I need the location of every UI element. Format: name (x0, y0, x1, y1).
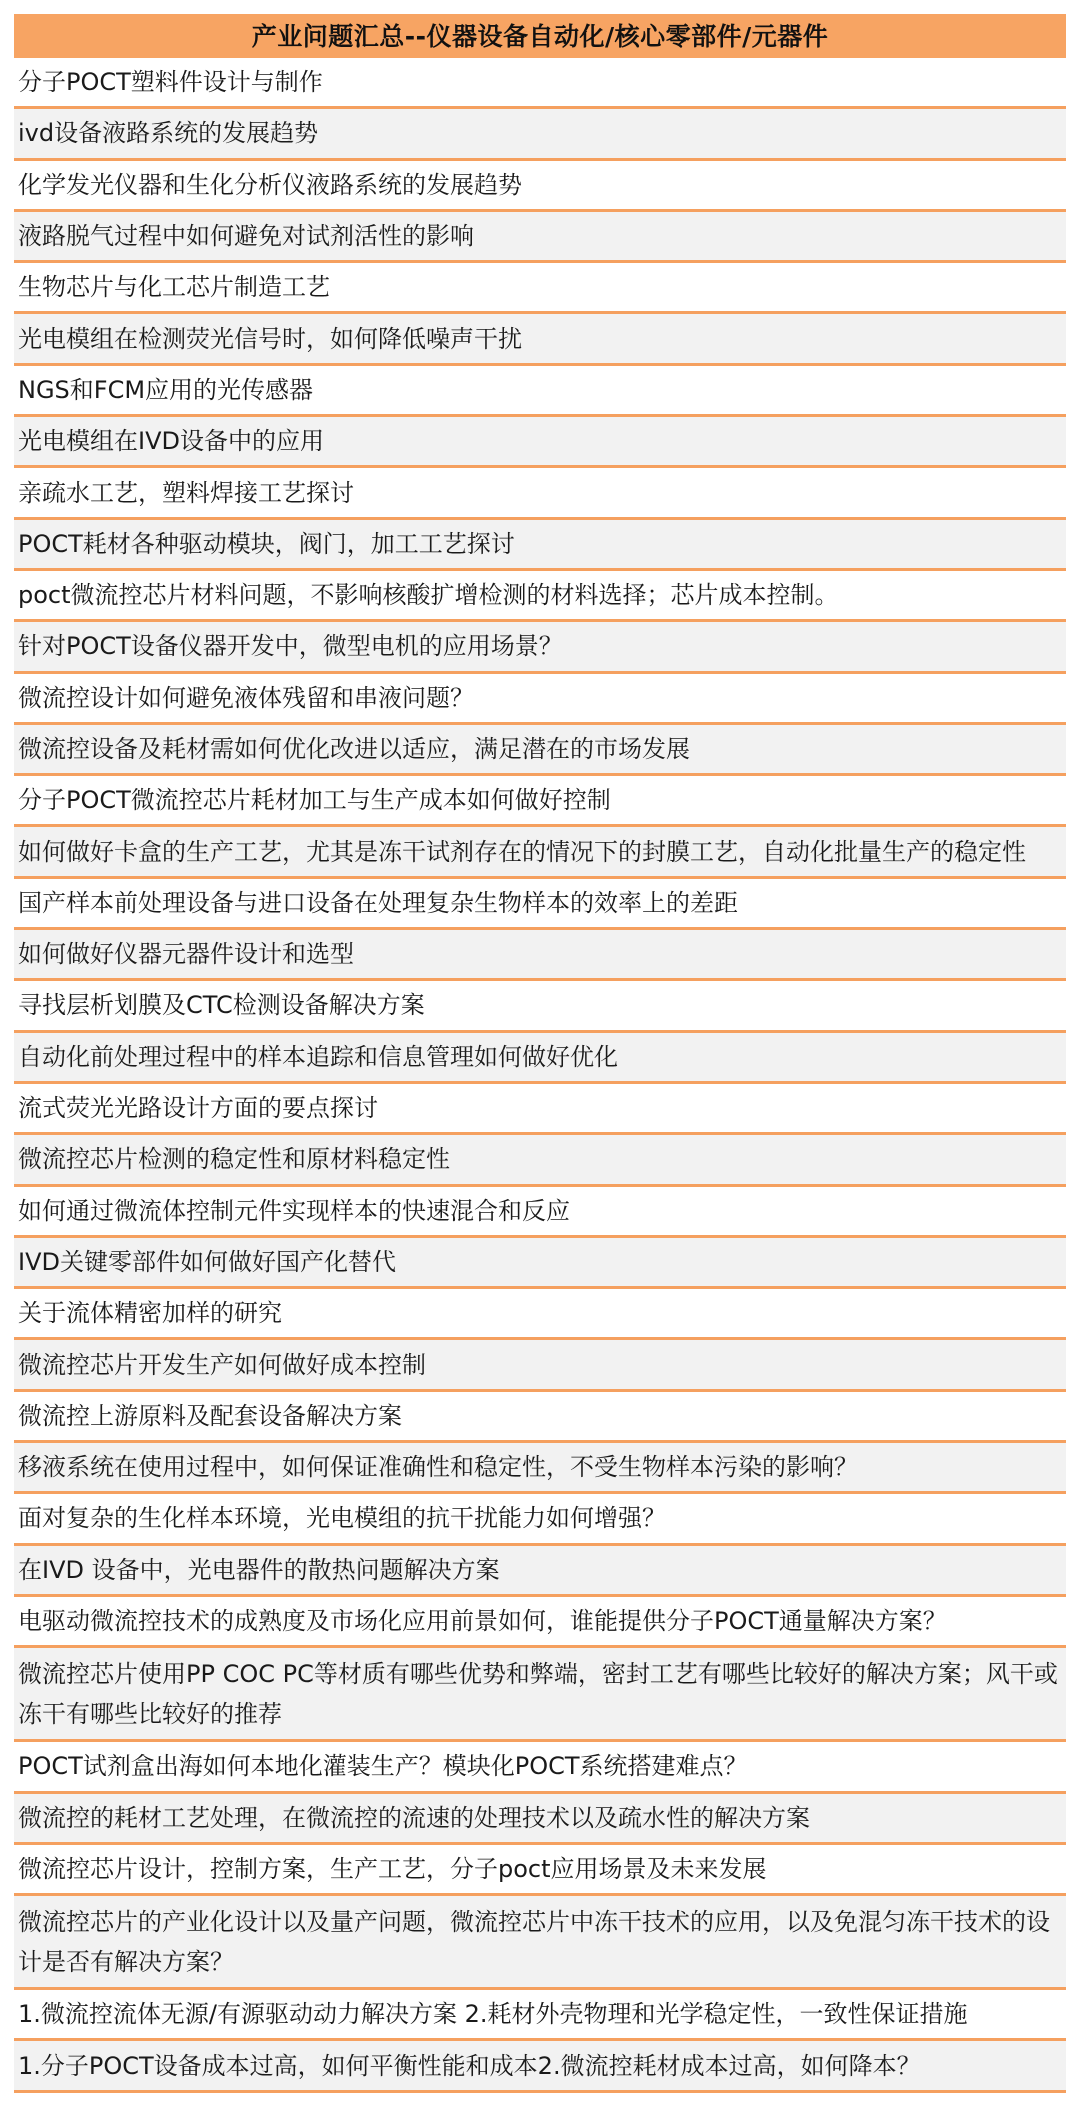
row-text: 分子POCT塑料件设计与制作 (18, 68, 323, 97)
table-row (14, 2041, 1066, 2092)
table-row (14, 674, 1066, 725)
row-text: 1.分子POCT设备成本过高，如何平衡性能和成本2.微流控耗材成本过高，如何降本？ (18, 2051, 921, 2080)
row-text: NGS和FCM应用的光传感器 (18, 375, 314, 404)
table-row (14, 1084, 1066, 1135)
row-text: 液路脱气过程中如何避免对试剂活性的影响 (18, 222, 474, 251)
row-text: 亲疏水工艺，塑料焊接工艺探讨 (18, 478, 354, 507)
table-row (14, 1845, 1066, 1896)
table-row (14, 1443, 1066, 1494)
table-row (14, 1990, 1066, 2041)
row-text: POCT试剂盒出海如何本地化灌装生产？模块化POCT系统搭建难点？ (18, 1752, 748, 1781)
table-row (14, 725, 1066, 776)
table-row (14, 879, 1066, 930)
table-row (14, 58, 1066, 109)
row-text: 微流控的耗材工艺处理，在微流控的流速的处理技术以及疏水性的解决方案 (18, 1803, 810, 1832)
table-title: 产业问题汇总--仪器设备自动化/核心零部件/元器件 (14, 14, 1066, 58)
row-text: 在IVD 设备中，光电器件的散热问题解决方案 (18, 1555, 500, 1584)
row-text: 关于流体精密加样的研究 (18, 1299, 282, 1328)
table-row (14, 776, 1066, 827)
row-text: 微流控芯片开发生产如何做好成本控制 (18, 1350, 426, 1379)
row-text: POCT耗材各种驱动模块，阀门，加工工艺探讨 (18, 529, 515, 558)
table-body (14, 58, 1066, 2093)
row-text: 生物芯片与化工芯片制造工艺 (18, 273, 330, 302)
row-text: 光电模组在IVD设备中的应用 (18, 427, 324, 456)
row-text: 面对复杂的生化样本环境，光电模组的抗干扰能力如何增强？ (18, 1504, 666, 1533)
row-text: 针对POCT设备仪器开发中，微型电机的应用场景？ (18, 632, 563, 661)
table-row (14, 1494, 1066, 1545)
table-row (14, 930, 1066, 981)
row-text: 微流控芯片设计，控制方案，生产工艺，分子poct应用场景及未来发展 (18, 1854, 767, 1883)
issues-table (14, 14, 1066, 2093)
row-text: 电驱动微流控技术的成熟度及市场化应用前景如何，谁能提供分子POCT通量解决方案？ (18, 1607, 947, 1636)
row-text: 如何做好仪器元器件设计和选型 (18, 940, 354, 969)
table-row (14, 1392, 1066, 1443)
table-row (14, 1289, 1066, 1340)
table-row (14, 468, 1066, 519)
table-row (14, 622, 1066, 673)
row-text: 光电模组在检测荧光信号时，如何降低噪声干扰 (18, 324, 522, 353)
row-text: ivd设备液路系统的发展趋势 (18, 119, 319, 148)
table-row (14, 212, 1066, 263)
row-text: 移液系统在使用过程中，如何保证准确性和稳定性，不受生物样本污染的影响？ (18, 1453, 858, 1482)
table-row (14, 1340, 1066, 1391)
row-text: 微流控设计如何避免液体残留和串液问题？ (18, 683, 474, 712)
row-text: 寻找层析划膜及CTC检测设备解决方案 (18, 991, 425, 1020)
row-text: IVD关键零部件如何做好国产化替代 (18, 1247, 396, 1276)
table-row (14, 1794, 1066, 1845)
table-row (14, 109, 1066, 160)
table-row (14, 1546, 1066, 1597)
table-row (14, 263, 1066, 314)
table-row (14, 520, 1066, 571)
table-row (14, 366, 1066, 417)
row-text: 微流控设备及耗材需如何优化改进以适应，满足潜在的市场发展 (18, 735, 690, 763)
table-row (14, 1648, 1066, 1742)
row-text: 流式荧光光路设计方面的要点探讨 (18, 1094, 378, 1123)
row-text: 微流控芯片检测的稳定性和原材料稳定性 (18, 1145, 450, 1174)
row-text: 微流控芯片使用PP COC PC等材质有哪些优势和弊端，密封工艺有哪些比较好的解决方案；风干或冻干有哪些比较好的推荐 (18, 1659, 1058, 1728)
row-text: 自动化前处理过程中的样本追踪和信息管理如何做好优化 (18, 1042, 618, 1071)
table-row (14, 314, 1066, 365)
row-text: 分子POCT微流控芯片耗材加工与生产成本如何做好控制 (18, 786, 611, 815)
row-text: 如何做好卡盒的生产工艺，尤其是冻干试剂存在的情况下的封膜工艺，自动化批量生产的稳定性 (18, 837, 1026, 866)
table-row (14, 1238, 1066, 1289)
row-text: 如何通过微流体控制元件实现样本的快速混合和反应 (18, 1196, 570, 1225)
table-row (14, 1597, 1066, 1648)
row-text: 微流控芯片的产业化设计以及量产问题，微流控芯片中冻干技术的应用，以及免混匀冻干技术的设计是否有解决方案？ (18, 1907, 1050, 1976)
table-row (14, 1896, 1066, 1990)
table-row (14, 1033, 1066, 1084)
table-row (14, 1187, 1066, 1238)
table-row (14, 827, 1066, 878)
table-row (14, 981, 1066, 1032)
table-row (14, 571, 1066, 622)
row-text: 微流控上游原料及配套设备解决方案 (18, 1401, 402, 1430)
row-text: poct微流控芯片材料问题，不影响核酸扩增检测的材料选择；芯片成本控制。 (18, 581, 839, 610)
table-row (14, 1742, 1066, 1793)
table-row (14, 417, 1066, 468)
row-text: 国产样本前处理设备与进口设备在处理复杂生物样本的效率上的差距 (18, 888, 738, 917)
table-row (14, 1135, 1066, 1186)
row-text: 1.微流控流体无源/有源驱动动力解决方案 2.耗材外壳物理和光学稳定性，一致性保证措施 (18, 2000, 968, 2029)
row-text: 化学发光仪器和生化分析仪液路系统的发展趋势 (18, 170, 522, 199)
table-row (14, 161, 1066, 212)
